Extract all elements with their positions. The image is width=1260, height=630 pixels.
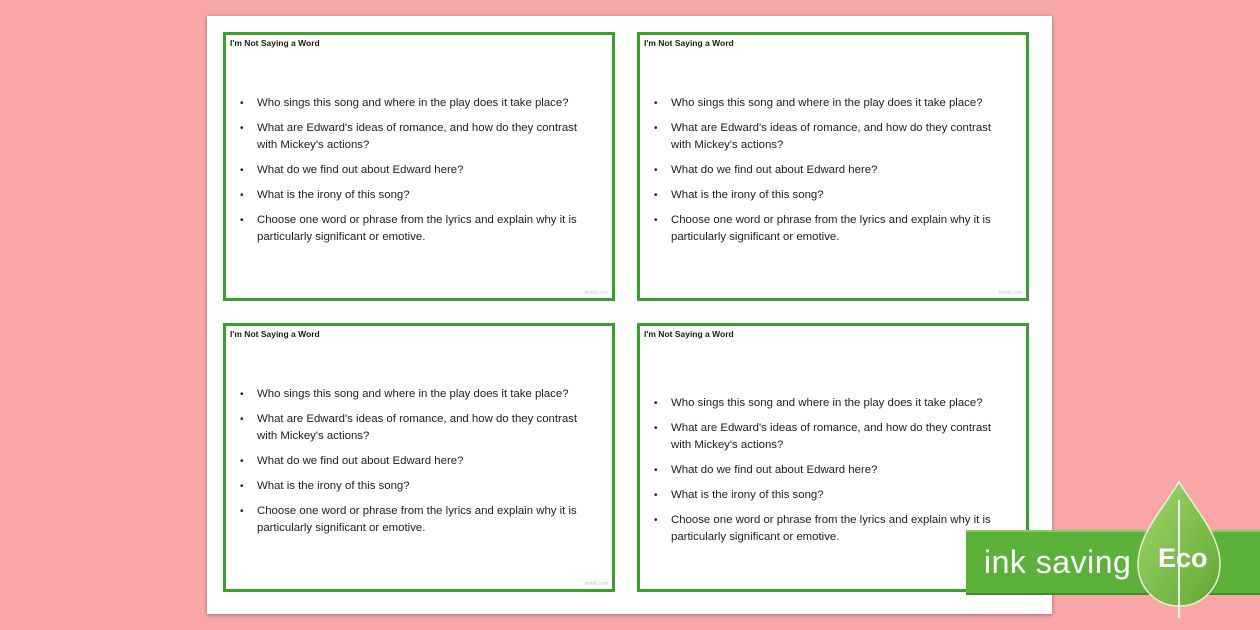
bullet-icon: • (654, 398, 658, 409)
question-text: What is the irony of this song? (257, 189, 410, 201)
question-card (223, 32, 615, 301)
bullet-icon: • (654, 423, 658, 434)
bullet-icon: • (240, 481, 244, 492)
bullet-icon: • (240, 98, 244, 109)
question-list (654, 395, 1014, 554)
question-item (654, 120, 1014, 154)
question-item (240, 411, 600, 445)
ink-saving-label: ink saving (984, 544, 1132, 580)
card-title: I'm Not Saying a Word (230, 38, 320, 48)
bullet-icon: • (654, 490, 658, 501)
question-text: What are Edward's ideas of romance, and how do they contrast with Mickey's actions? (671, 422, 992, 451)
question-item (240, 453, 600, 470)
question-text: What are Edward's ideas of romance, and how do they contrast with Mickey's actions? (257, 122, 578, 151)
bullet-icon: • (654, 98, 658, 109)
credit-text: twinkl.com (584, 290, 608, 296)
question-item (240, 212, 600, 246)
bullet-icon: • (240, 215, 244, 226)
worksheet-page (207, 16, 1052, 614)
question-text: Who sings this song and where in the play does it take place? (671, 97, 983, 109)
bullet-icon: • (654, 123, 658, 134)
question-text: What do we find out about Edward here? (671, 464, 878, 476)
bullet-icon: • (654, 465, 658, 476)
bullet-icon: • (240, 414, 244, 425)
bullet-icon: • (654, 215, 658, 226)
question-item (654, 487, 1014, 504)
question-text: What is the irony of this song? (671, 489, 824, 501)
question-item (654, 395, 1014, 412)
question-text: What are Edward's ideas of romance, and how do they contrast with Mickey's actions? (671, 122, 992, 151)
question-item (654, 212, 1014, 246)
question-item (654, 462, 1014, 479)
question-list (240, 95, 600, 254)
question-item (240, 478, 600, 495)
question-text: What is the irony of this song? (671, 189, 824, 201)
question-text: Choose one word or phrase from the lyrics and explain why it is particularly significant or emotive. (257, 505, 577, 534)
question-item (240, 386, 600, 403)
question-card (637, 32, 1029, 301)
question-list (240, 386, 600, 545)
bullet-icon: • (240, 190, 244, 201)
question-item (240, 162, 600, 179)
bullet-icon: • (240, 165, 244, 176)
question-text: Who sings this song and where in the play does it take place? (257, 388, 569, 400)
bullet-icon: • (240, 506, 244, 517)
question-text: Who sings this song and where in the play does it take place? (257, 97, 569, 109)
card-title: I'm Not Saying a Word (644, 38, 734, 48)
card-title: I'm Not Saying a Word (230, 329, 320, 339)
question-list (654, 95, 1014, 254)
question-text: What do we find out about Edward here? (257, 164, 464, 176)
question-text: Choose one word or phrase from the lyrics and explain why it is particularly significant or emotive. (257, 214, 577, 243)
question-text: Choose one word or phrase from the lyrics and explain why it is particularly significant or emotive. (671, 514, 991, 543)
credit-text: twinkl.com (998, 290, 1022, 296)
credit-text: twinkl.com (584, 581, 608, 587)
question-item (240, 95, 600, 112)
question-item (654, 512, 1014, 546)
question-text: What are Edward's ideas of romance, and how do they contrast with Mickey's actions? (257, 413, 578, 442)
question-text: Who sings this song and where in the play does it take place? (671, 397, 983, 409)
question-item (654, 187, 1014, 204)
question-item (654, 162, 1014, 179)
question-text: What do we find out about Edward here? (257, 455, 464, 467)
question-item (240, 503, 600, 537)
question-item (240, 187, 600, 204)
bullet-icon: • (654, 515, 658, 526)
bullet-icon: • (654, 165, 658, 176)
question-item (654, 420, 1014, 454)
question-text: Choose one word or phrase from the lyrics and explain why it is particularly significant or emotive. (671, 214, 991, 243)
bullet-icon: • (654, 190, 658, 201)
question-item (240, 120, 600, 154)
question-text: What is the irony of this song? (257, 480, 410, 492)
eco-label: Eco (1158, 543, 1208, 573)
question-card (223, 323, 615, 592)
bullet-icon: • (240, 389, 244, 400)
bullet-icon: • (240, 456, 244, 467)
question-text: What do we find out about Edward here? (671, 164, 878, 176)
question-item (654, 95, 1014, 112)
bullet-icon: • (240, 123, 244, 134)
card-title: I'm Not Saying a Word (644, 329, 734, 339)
